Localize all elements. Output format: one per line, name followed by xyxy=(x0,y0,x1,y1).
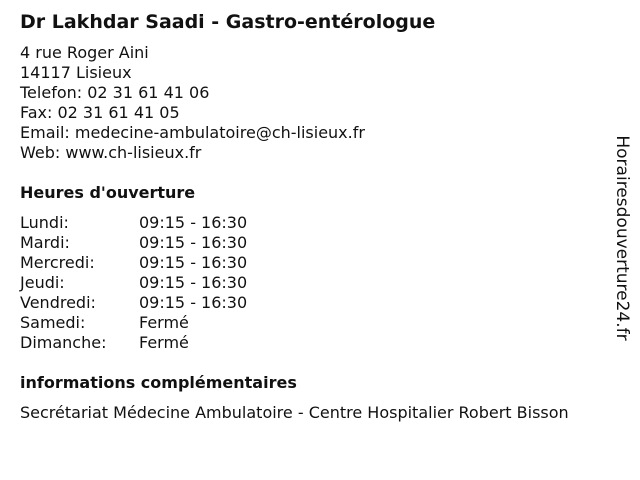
hours-value: Fermé xyxy=(139,333,189,352)
day-label: Jeudi: xyxy=(20,273,65,292)
hours-value: Fermé xyxy=(139,313,189,332)
postal-city: 14117 Lisieux xyxy=(20,63,132,82)
day-label: Mardi: xyxy=(20,233,70,252)
hours-value: 09:15 - 16:30 xyxy=(139,233,248,252)
phone-number: Telefon: 02 31 61 41 06 xyxy=(20,83,210,102)
hours-value: 09:15 - 16:30 xyxy=(139,253,248,272)
day-label: Lundi: xyxy=(20,213,69,232)
hours-value: 09:15 - 16:30 xyxy=(139,293,248,312)
day-label: Dimanche: xyxy=(20,333,107,352)
contact-block xyxy=(20,43,365,163)
hours-row-sunday xyxy=(20,333,320,353)
opening-hours-heading: Heures d'ouverture xyxy=(20,183,196,202)
site-watermark: Horairesdouverture24.fr xyxy=(612,135,632,341)
website-address: Web: www.ch-lisieux.fr xyxy=(20,143,202,162)
hours-row-monday xyxy=(20,213,320,233)
opening-hours-table xyxy=(20,213,320,353)
additional-info-heading: informations complémentaires xyxy=(20,373,297,392)
hours-value: 09:15 - 16:30 xyxy=(139,273,248,292)
page-title: Dr Lakhdar Saadi - Gastro-entérologue xyxy=(20,11,436,33)
hours-row-wednesday xyxy=(20,253,320,273)
hours-row-thursday xyxy=(20,273,320,293)
fax-number: Fax: 02 31 61 41 05 xyxy=(20,103,180,122)
hours-row-tuesday xyxy=(20,233,320,253)
day-label: Samedi: xyxy=(20,313,86,332)
email-address: Email: medecine-ambulatoire@ch-lisieux.fr xyxy=(20,123,365,142)
day-label: Mercredi: xyxy=(20,253,95,272)
hours-value: 09:15 - 16:30 xyxy=(139,213,248,232)
additional-info-text: Secrétariat Médecine Ambulatoire - Centre Hospitalier Robert Bisson xyxy=(20,403,569,422)
hours-row-friday xyxy=(20,293,320,313)
street-address: 4 rue Roger Aini xyxy=(20,43,149,62)
hours-row-saturday xyxy=(20,313,320,333)
day-label: Vendredi: xyxy=(20,293,96,312)
